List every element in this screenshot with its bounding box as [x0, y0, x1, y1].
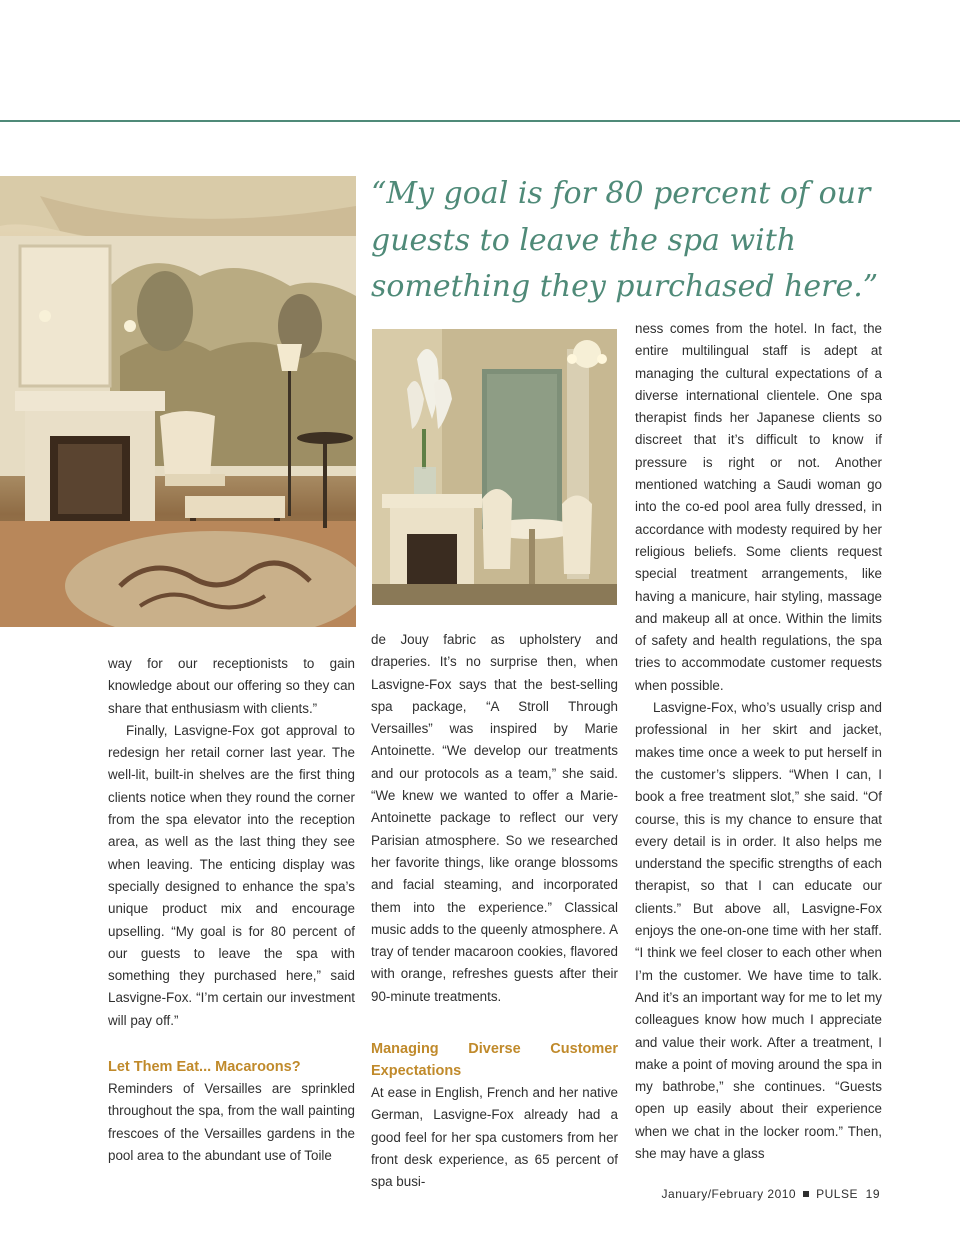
column-1-paragraph-2: Finally, Lasvigne-Fox got approval to redesign her retail corner last year. The well-lit, built-in shelves are the first thing clients notice when they round the corner from the spa elevator into the reception area, as well as the last thing they see when leaving. The enticing display was specially designed to enhance the spa’s unique product mix and encourage upselling. “My goal is for 80 percent of our guests to leave the spa with something they purchased here,” said Lasvigne-Fox. “I’m certain our investment will pay off.” [108, 722, 355, 1028]
reception-room-photo [0, 176, 356, 627]
column-1-paragraph-1: way for our receptionists to gain knowledge about our offering so they can share that enthusiasm with clients.” [108, 656, 355, 716]
column-3-paragraph-2: Lasvigne-Fox, who’s usually crisp and professional in her skirt and jacket, makes time once a week to put herself in the customer’s slippers. “When I can, I book a free treatment slot,” she said. “Of course, this is my chance to ensure that every detail is in order. It also helps me understand the specific strengths of each therapist, so that I can educate our clients.” But above all, Lasvigne-Fox enjoys the one-on-one time with her staff. “I think we feel closer to each other when I’m the customer. We have time to talk. And it’s an important way for me to let my colleagues know how much I appreciate and value their work. After a treatment, I make a point of moving around the spa in my bathrobe,” she continues. “Guests open up easily about their experience when we chat in the locker room.” Then, she may have a glass [635, 700, 882, 1161]
spa-lounge-photo [372, 329, 617, 605]
column-1 [108, 653, 355, 1167]
column-3-paragraph-1: ness comes from the hotel. In fact, the entire multilingual staff is adept at managing the cultural expectations of a diverse international clientele. One spa therapist finds her Japanese clients so discreet that it’s difficult to know if pressure is right or not. Another mentioned watching a Saudi woman go into the co-ed pool area fully dressed, in accordance with modesty required by her religious beliefs. Some clients request special treatment arrangements, like having a manicure, hair styling, massage and makeup all at once. Within the limits of safety and health regulations, the spa tries to accommodate customer requests when possible. [635, 321, 882, 693]
column-2-paragraph-1: de Jouy fabric as upholstery and draperies. It’s no surprise then, when Lasvigne-Fox says that the best-selling spa package, “A Stroll Through Versailles” was inspired by Marie Antoinette. “We develop our treatments and our protocols as a team,” she said. “We knew we wanted to offer a Marie-Antoinette package to reflect our very Parisian atmosphere. So we researched her favorite things, like orange blossoms and facial steaming, and incorporated them into the experience.” Classical music adds to the queenly atmosphere. A tray of tender macaroon cookies, flavored with orange, refreshes guests after their 90-minute treatments. [371, 632, 618, 1004]
section-heading-macaroons: Let Them Eat... Macaroons? [108, 1059, 301, 1076]
page-number: 19 [865, 1187, 880, 1201]
column-2 [371, 629, 618, 1194]
issue-date: January/February 2010 [661, 1187, 797, 1201]
column-2-paragraph-2: At ease in English, French and her native German, Lasvigne-Fox already had a good feel for her spa customers from her front desk experience, as 65 percent of spa busi- [371, 1085, 618, 1190]
magazine-name: PULSE [816, 1187, 858, 1201]
top-rule [0, 120, 960, 122]
pull-quote: “My goal is for 80 percent of our guests to leave the spa with something they purchased here.” [371, 176, 879, 304]
page-footer [662, 1187, 880, 1201]
column-1-paragraph-3: Reminders of Versailles are sprinkled throughout the spa, from the wall painting frescoes of the Versailles gardens in the pool area to the abundant use of Toile [108, 1081, 355, 1163]
square-bullet-icon [803, 1191, 809, 1197]
section-heading-customer-expectations: Managing Diverse Customer Expectations [371, 1041, 618, 1080]
column-3 [635, 318, 882, 1165]
